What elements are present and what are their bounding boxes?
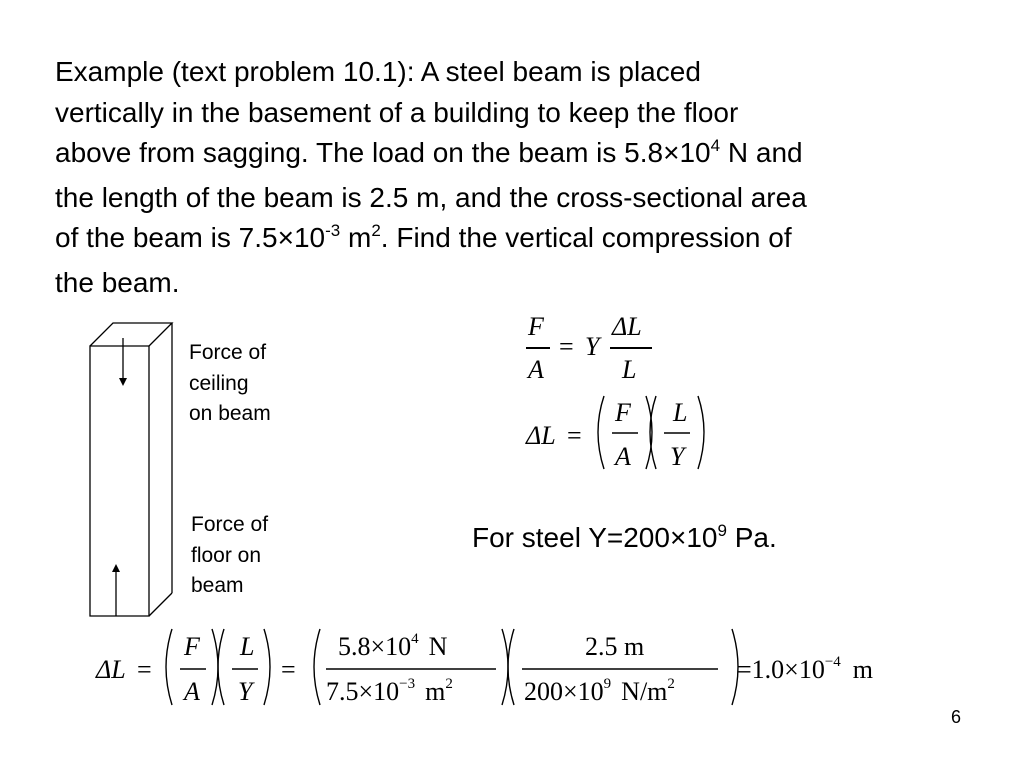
beam-top-face [90, 323, 172, 346]
problem-line-3: above from sagging. The load on the beam is $5.8\times 10^4$ N and [55, 136, 803, 168]
eq1-L: L [622, 355, 637, 384]
eq2-delta-L: ΔL [526, 421, 556, 450]
beam-front-face [90, 346, 149, 616]
floor-arrowhead [112, 564, 120, 572]
floor-force-label: Force of floor on beam [191, 513, 269, 597]
eq3-result: =1.0×10−4 m [737, 654, 874, 684]
eq1-Y: Y [585, 332, 600, 361]
problem-statement [55, 52, 1000, 303]
eq1-F: F [528, 312, 544, 341]
eq1-fraction-bar-1 [526, 347, 550, 349]
eq3-equals-1: = [137, 655, 152, 684]
eq2-equals: = [567, 421, 582, 450]
ceiling-arrowhead [119, 378, 127, 386]
eq3-Y: Y [238, 677, 253, 706]
eq3-denominator-2: 200×109 N/m2 [524, 676, 675, 706]
eq3-delta-L: ΔL [96, 655, 126, 684]
eq1-fraction-bar-2 [610, 347, 652, 349]
eq3-numerator-1: 5.8×104 N [338, 631, 448, 661]
eq2-L: L [673, 398, 688, 427]
eq1-equals: = [559, 332, 574, 361]
problem-line-2: vertically in the basement of a building to keep the floor [55, 96, 739, 128]
eq3-numerator-2: 2.5 m [585, 632, 645, 661]
beam-diagram [80, 320, 175, 620]
beam-side-bottom-edge [149, 593, 172, 616]
eq3-A: A [184, 677, 200, 706]
eq2-parentheses [592, 392, 712, 474]
problem-line-1: Example (text problem 10.1): A steel beam is placed [55, 56, 701, 87]
eq3-denominator-1: 7.5×10−3 m2 [326, 676, 453, 706]
page-number: 6 [951, 707, 962, 727]
eq3-equals-2: = [281, 655, 296, 684]
eq1-A: A [528, 355, 544, 384]
eq3-F: F [184, 632, 200, 661]
problem-line-6: the beam. [55, 266, 180, 298]
eq2-Y: Y [670, 442, 685, 471]
ceiling-force-label: Force of ceiling on beam [189, 341, 271, 425]
problem-line-5: of the beam is $7.5\times 10^{-3}$ $m^2$. Find the vertical compression of [55, 221, 792, 253]
eq2-A: A [615, 442, 631, 471]
steel-modulus-text: For steel $Y=200\times 10^9$ Pa. [472, 521, 777, 553]
eq1-delta-L: ΔL [612, 312, 642, 341]
problem-line-4: the length of the beam is 2.5 m, and the cross-sectional area [55, 181, 807, 213]
eq2-F: F [615, 398, 631, 427]
eq3-L: L [240, 632, 255, 661]
